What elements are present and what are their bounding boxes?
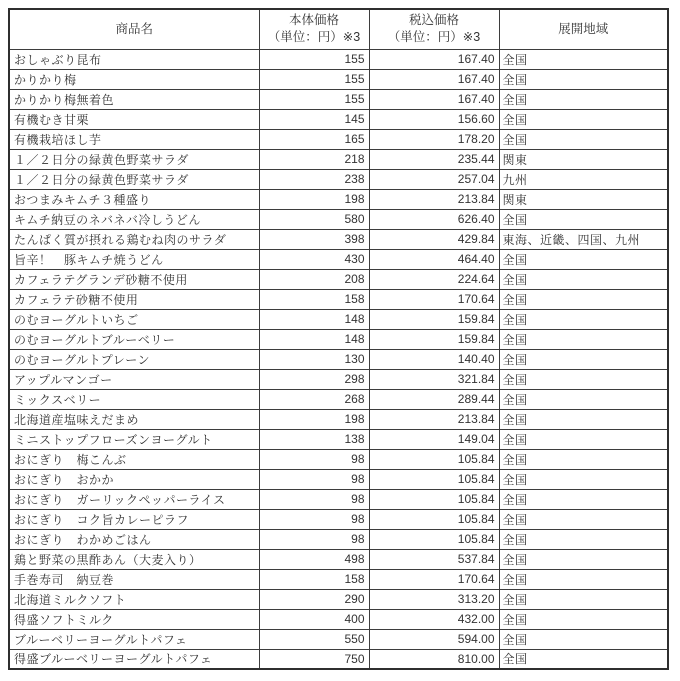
- table-row: [9, 149, 668, 169]
- region-cell: 全国: [499, 449, 668, 469]
- base-price-cell: 145: [259, 109, 369, 129]
- region-cell: 全国: [499, 529, 668, 549]
- base-price-cell: 148: [259, 329, 369, 349]
- product-name-cell: おにぎり 梅こんぶ: [9, 449, 259, 469]
- tax-price-cell: 429.84: [369, 229, 499, 249]
- region-cell: 全国: [499, 49, 668, 69]
- region-cell: 全国: [499, 269, 668, 289]
- product-name-cell: おにぎり コク旨カレーピラフ: [9, 509, 259, 529]
- product-name-cell: おにぎり おかか: [9, 469, 259, 489]
- product-name-cell: おにぎり わかめごはん: [9, 529, 259, 549]
- base-price-cell: 400: [259, 609, 369, 629]
- header-base-price-unit: （単位：円）※3: [267, 30, 361, 45]
- table-row: [9, 569, 668, 589]
- tax-price-cell: 257.04: [369, 169, 499, 189]
- table-row: [9, 209, 668, 229]
- region-cell: 全国: [499, 129, 668, 149]
- region-cell: 全国: [499, 589, 668, 609]
- product-name-cell: おにぎり ガーリックペッパーライス: [9, 489, 259, 509]
- product-price-table: [8, 8, 669, 670]
- product-name-cell: 得盛ブルーベリーヨーグルトパフェ: [9, 649, 259, 669]
- base-price-cell: 98: [259, 469, 369, 489]
- header-base-price: [259, 9, 369, 49]
- tax-price-cell: 213.84: [369, 409, 499, 429]
- base-price-cell: 750: [259, 649, 369, 669]
- table-row: [9, 129, 668, 149]
- tax-price-cell: 170.64: [369, 569, 499, 589]
- table-row: [9, 629, 668, 649]
- table-row: [9, 329, 668, 349]
- header-region: 展開地域: [499, 9, 668, 49]
- tax-price-cell: 213.84: [369, 189, 499, 209]
- base-price-cell: 550: [259, 629, 369, 649]
- table-body: [9, 49, 668, 669]
- region-cell: 全国: [499, 609, 668, 629]
- product-name-cell: かりかり梅: [9, 69, 259, 89]
- base-price-cell: 98: [259, 529, 369, 549]
- table-row: [9, 429, 668, 449]
- tax-price-cell: 167.40: [369, 69, 499, 89]
- region-cell: 全国: [499, 509, 668, 529]
- base-price-cell: 155: [259, 49, 369, 69]
- base-price-cell: 498: [259, 549, 369, 569]
- base-price-cell: 208: [259, 269, 369, 289]
- table-row: [9, 649, 668, 669]
- region-cell: 全国: [499, 469, 668, 489]
- tax-price-cell: 159.84: [369, 329, 499, 349]
- table-row: [9, 249, 668, 269]
- table-row: [9, 549, 668, 569]
- base-price-cell: 98: [259, 509, 369, 529]
- table-row: [9, 469, 668, 489]
- header-tax-price-unit: （単位：円）※3: [387, 30, 481, 45]
- product-name-cell: 手巻寿司 納豆巻: [9, 569, 259, 589]
- product-name-cell: おしゃぶり昆布: [9, 49, 259, 69]
- product-name-cell: ミックスベリー: [9, 389, 259, 409]
- base-price-cell: 398: [259, 229, 369, 249]
- table-header: [9, 9, 668, 49]
- tax-price-cell: 170.64: [369, 289, 499, 309]
- table-row: [9, 529, 668, 549]
- region-cell: 全国: [499, 289, 668, 309]
- tax-price-cell: 105.84: [369, 509, 499, 529]
- product-name-cell: ブルーベリーヨーグルトパフェ: [9, 629, 259, 649]
- region-cell: 全国: [499, 249, 668, 269]
- table-row: [9, 509, 668, 529]
- base-price-cell: 138: [259, 429, 369, 449]
- base-price-cell: 218: [259, 149, 369, 169]
- region-cell: 全国: [499, 429, 668, 449]
- product-name-cell: 旨辛！ 豚キムチ焼うどん: [9, 249, 259, 269]
- product-name-cell: １／２日分の緑黄色野菜サラダ: [9, 149, 259, 169]
- tax-price-cell: 224.64: [369, 269, 499, 289]
- table-row: [9, 169, 668, 189]
- base-price-cell: 148: [259, 309, 369, 329]
- product-name-cell: 得盛ソフトミルク: [9, 609, 259, 629]
- tax-price-cell: 432.00: [369, 609, 499, 629]
- product-name-cell: カフェラテ砂糖不使用: [9, 289, 259, 309]
- table-row: [9, 369, 668, 389]
- region-cell: 全国: [499, 569, 668, 589]
- product-name-cell: のむヨーグルトブルーベリー: [9, 329, 259, 349]
- region-cell: 九州: [499, 169, 668, 189]
- tax-price-cell: 149.04: [369, 429, 499, 449]
- table-row: [9, 309, 668, 329]
- tax-price-cell: 321.84: [369, 369, 499, 389]
- tax-price-cell: 159.84: [369, 309, 499, 329]
- tax-price-cell: 626.40: [369, 209, 499, 229]
- tax-price-cell: 105.84: [369, 469, 499, 489]
- region-cell: 全国: [499, 489, 668, 509]
- base-price-cell: 130: [259, 349, 369, 369]
- table-row: [9, 269, 668, 289]
- table-row: [9, 109, 668, 129]
- base-price-cell: 158: [259, 569, 369, 589]
- tax-price-cell: 167.40: [369, 89, 499, 109]
- tax-price-cell: 167.40: [369, 49, 499, 69]
- region-cell: 全国: [499, 89, 668, 109]
- region-cell: 全国: [499, 409, 668, 429]
- product-name-cell: のむヨーグルトいちご: [9, 309, 259, 329]
- tax-price-cell: 594.00: [369, 629, 499, 649]
- tax-price-cell: 105.84: [369, 529, 499, 549]
- base-price-cell: 430: [259, 249, 369, 269]
- base-price-cell: 198: [259, 409, 369, 429]
- region-cell: 全国: [499, 309, 668, 329]
- tax-price-cell: 313.20: [369, 589, 499, 609]
- product-name-cell: のむヨーグルトプレーン: [9, 349, 259, 369]
- header-tax-price: [369, 9, 499, 49]
- product-name-cell: たんぱく質が摂れる鶏むね肉のサラダ: [9, 229, 259, 249]
- region-cell: 全国: [499, 629, 668, 649]
- tax-price-cell: 156.60: [369, 109, 499, 129]
- product-name-cell: アップルマンゴー: [9, 369, 259, 389]
- tax-price-cell: 105.84: [369, 489, 499, 509]
- table-row: [9, 289, 668, 309]
- header-row: [9, 9, 668, 49]
- region-cell: 全国: [499, 369, 668, 389]
- base-price-cell: 290: [259, 589, 369, 609]
- product-name-cell: 有機むき甘栗: [9, 109, 259, 129]
- base-price-cell: 155: [259, 89, 369, 109]
- region-cell: 全国: [499, 69, 668, 89]
- product-name-cell: 北海道ミルクソフト: [9, 589, 259, 609]
- table-row: [9, 449, 668, 469]
- region-cell: 全国: [499, 109, 668, 129]
- tax-price-cell: 537.84: [369, 549, 499, 569]
- region-cell: 東海、近畿、四国、九州: [499, 229, 668, 249]
- table-row: [9, 229, 668, 249]
- table-row: [9, 49, 668, 69]
- region-cell: 関東: [499, 149, 668, 169]
- tax-price-cell: 140.40: [369, 349, 499, 369]
- table-row: [9, 189, 668, 209]
- region-cell: 関東: [499, 189, 668, 209]
- region-cell: 全国: [499, 649, 668, 669]
- base-price-cell: 165: [259, 129, 369, 149]
- tax-price-cell: 235.44: [369, 149, 499, 169]
- product-name-cell: かりかり梅無着色: [9, 89, 259, 109]
- header-base-price-title: 本体価格: [288, 13, 339, 28]
- table-row: [9, 69, 668, 89]
- base-price-cell: 580: [259, 209, 369, 229]
- region-cell: 全国: [499, 329, 668, 349]
- base-price-cell: 198: [259, 189, 369, 209]
- product-name-cell: 有機栽培ほし芋: [9, 129, 259, 149]
- tax-price-cell: 289.44: [369, 389, 499, 409]
- region-cell: 全国: [499, 209, 668, 229]
- tax-price-cell: 105.84: [369, 449, 499, 469]
- table-row: [9, 89, 668, 109]
- product-name-cell: 北海道産塩味えだまめ: [9, 409, 259, 429]
- product-name-cell: 鶏と野菜の黒酢あん（大麦入り）: [9, 549, 259, 569]
- table-row: [9, 609, 668, 629]
- product-name-cell: カフェラテグランデ砂糖不使用: [9, 269, 259, 289]
- tax-price-cell: 464.40: [369, 249, 499, 269]
- base-price-cell: 155: [259, 69, 369, 89]
- region-cell: 全国: [499, 349, 668, 369]
- region-cell: 全国: [499, 389, 668, 409]
- base-price-cell: 268: [259, 389, 369, 409]
- header-tax-price-title: 税込価格: [408, 13, 459, 28]
- product-name-cell: キムチ納豆のネバネバ冷しうどん: [9, 209, 259, 229]
- base-price-cell: 158: [259, 289, 369, 309]
- table-row: [9, 589, 668, 609]
- header-product-name: 商品名: [9, 9, 259, 49]
- base-price-cell: 98: [259, 489, 369, 509]
- product-name-cell: おつまみキムチ３種盛り: [9, 189, 259, 209]
- product-name-cell: ミニストップフローズンヨーグルト: [9, 429, 259, 449]
- tax-price-cell: 178.20: [369, 129, 499, 149]
- table-row: [9, 489, 668, 509]
- base-price-cell: 298: [259, 369, 369, 389]
- table-row: [9, 389, 668, 409]
- tax-price-cell: 810.00: [369, 649, 499, 669]
- table-row: [9, 409, 668, 429]
- region-cell: 全国: [499, 549, 668, 569]
- base-price-cell: 98: [259, 449, 369, 469]
- product-name-cell: １／２日分の緑黄色野菜サラダ: [9, 169, 259, 189]
- base-price-cell: 238: [259, 169, 369, 189]
- table-row: [9, 349, 668, 369]
